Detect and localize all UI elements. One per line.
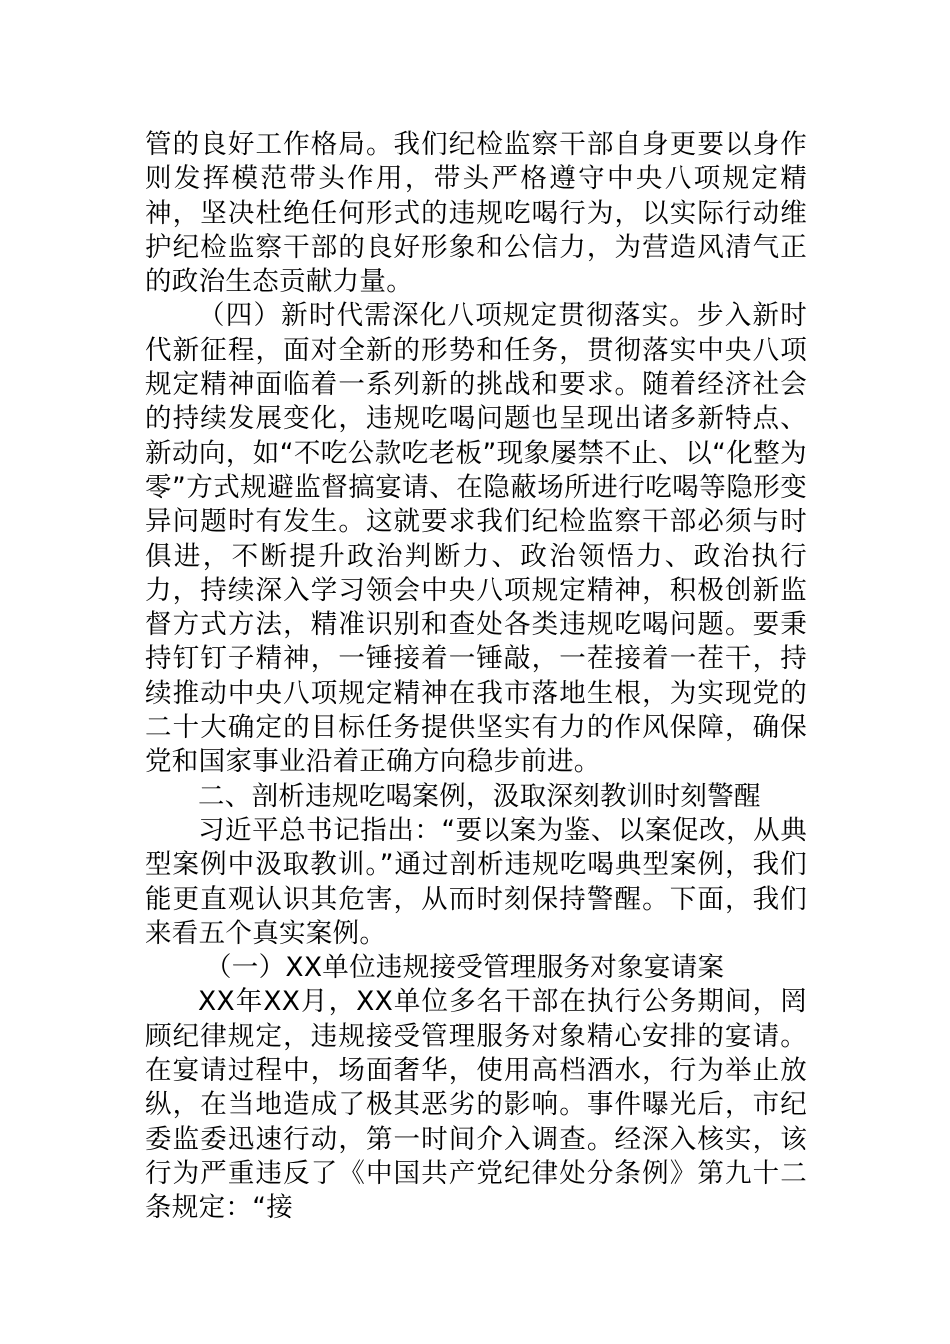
paragraph-case-one: XX年XX月，XX单位多名干部在执行公务期间，罔顾纪律规定，违规接受管理服务对象精心安排的宴请。在宴请过程中，场面奢华，使用高档酒水，行为举止放纵，在当地造成了极其恶劣的影响。事件曝光后，市纪委监委迅速行动，第一时间介入调查。经深入核实，该行为严重违反了《中国共产党纪律处分条例》第九十二条规定：“接 bbox=[145, 986, 807, 1224]
paragraph-quote-intro: 习近平总书记指出：“要以案为鉴、以案促改，从典型案例中汲取教训。”通过剖析违规吃喝典型案例，我们能更直观认识其危害，从而时刻保持警醒。下面，我们来看五个真实案例。 bbox=[145, 814, 807, 949]
section-heading-two: 二、剖析违规吃喝案例，汲取深刻教训时刻警醒 bbox=[198, 780, 761, 812]
paragraph-section-four: （四）新时代需深化八项规定贯彻落实。步入新时代新征程，面对全新的形势和任务，贯彻落实中央八项规定精神面临着一系列新的挑战和要求。随着经济社会的持续发展变化，违规吃喝问题也呈现出诸多新特点、新动向，如“不吃公款吃老板”现象屡禁不止、以“化整为零”方式规避监督搞宴请、在隐蔽场所进行吃喝等隐形变异问题时有发生。这就要求我们纪检监察干部必须与时俱进，不断提升政治判断力、政治领悟力、政治执行力，持续深入学习领会中央八项规定精神，积极创新监督方式方法，精准识别和查处各类违规吃喝问题。要秉持钉钉子精神，一锤接着一锤敲，一茬接着一茬干，持续推动中央八项规定精神在我市落地生根，为实现党的二十大确定的目标任务提供坚实有力的作风保障，确保党和国家事业沿着正确方向稳步前进。 bbox=[145, 300, 807, 778]
subsection-heading-case-one: （一）XX单位违规接受管理服务对象宴请案 bbox=[205, 952, 725, 984]
paragraph-continuation: 管的良好工作格局。我们纪检监察干部自身更要以身作则发挥模范带头作用，带头严格遵守中央八项规定精神，坚决杜绝任何形式的违规吃喝行为，以实际行动维护纪检监察干部的良好形象和公信力，为营造风清气正的政治生态贡献力量。 bbox=[145, 129, 807, 298]
document-body bbox=[145, 128, 807, 1226]
